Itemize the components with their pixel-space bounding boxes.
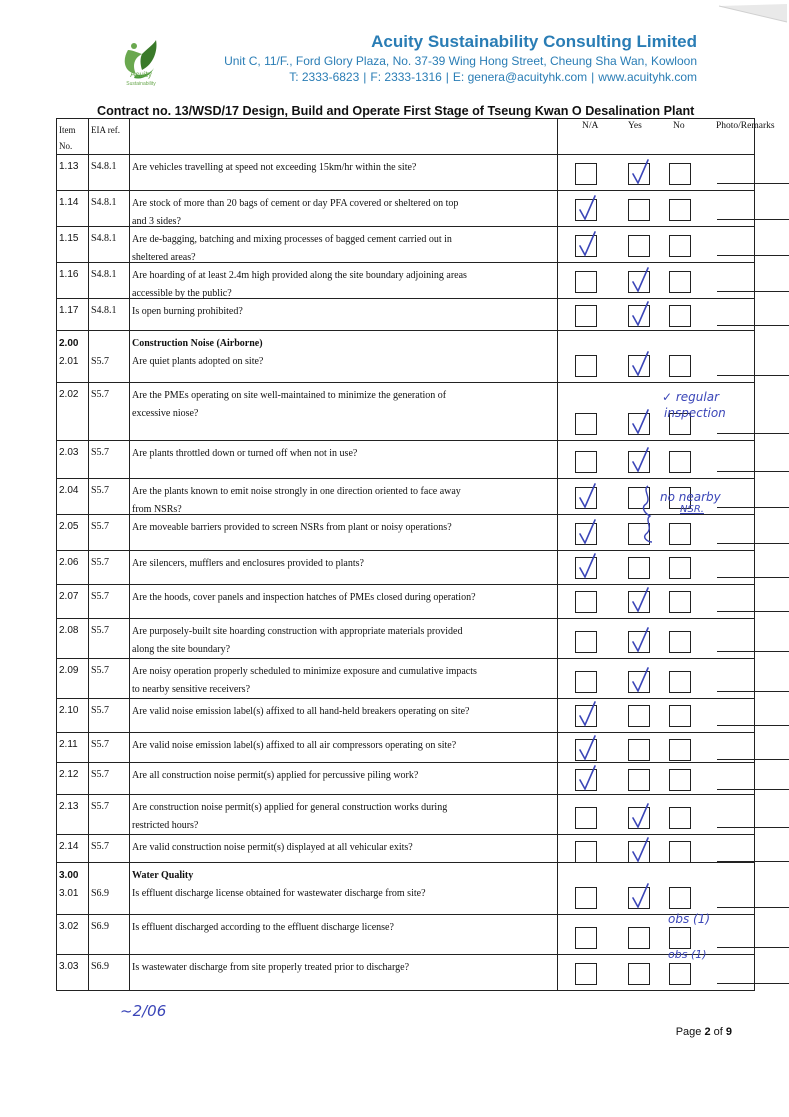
answer-marks xyxy=(558,585,754,618)
table-row xyxy=(57,585,755,619)
checklist-question: Are the plants known to emit noise strongly in one direction oriented to face away from NSRs? xyxy=(130,479,558,514)
eia-reference: S5.7 xyxy=(89,835,130,862)
header-marks xyxy=(558,119,775,154)
eia-reference: S5.7 xyxy=(89,619,130,658)
remarks-line[interactable] xyxy=(717,325,789,326)
answer-marks xyxy=(558,619,754,658)
remarks-line[interactable] xyxy=(717,907,789,908)
checkbox-no[interactable] xyxy=(669,631,691,653)
item-number: 2.10 xyxy=(57,699,89,732)
checkbox-na[interactable] xyxy=(575,487,597,509)
item-number: 1.14 xyxy=(57,191,89,226)
checkbox-na[interactable] xyxy=(575,523,597,545)
header-item-no: Item No. xyxy=(57,119,89,154)
checklist-question: Are stock of more than 20 bags of cement or day PFA covered or sheltered on top and 3 sides? xyxy=(130,191,558,226)
answer-marks xyxy=(558,441,754,478)
check-mark-icon xyxy=(575,518,599,548)
check-mark-icon xyxy=(575,734,599,764)
checklist-question: Are valid noise emission label(s) affixed to all air compressors operating on site? xyxy=(130,733,558,762)
checkbox-na[interactable] xyxy=(575,927,597,949)
item-number: 2.03 xyxy=(57,441,89,478)
item-number: 2.12 xyxy=(57,763,89,794)
checkbox-no[interactable] xyxy=(669,305,691,327)
eia-reference: S5.7 xyxy=(89,479,130,514)
checkbox-na[interactable] xyxy=(575,163,597,185)
item-number: 3.00 3.01 xyxy=(57,863,89,914)
checkbox-no[interactable] xyxy=(669,963,691,985)
checkbox-yes[interactable] xyxy=(628,705,650,727)
checkbox-yes[interactable] xyxy=(628,235,650,257)
eia-reference: S5.7 xyxy=(89,795,130,834)
checklist-question: Are valid construction noise permit(s) displayed at all vehicular exits? xyxy=(130,835,558,862)
checkbox-no[interactable] xyxy=(669,739,691,761)
eia-reference: S5.7 xyxy=(89,331,130,382)
website-url: www.acuityhk.com xyxy=(598,70,697,84)
answer-marks xyxy=(558,191,754,226)
table-row xyxy=(57,699,755,733)
checklist-question: Are moveable barriers provided to screen NSRs from plant or noisy operations? xyxy=(130,515,558,550)
handwritten-remark-regular: ✓ regular xyxy=(662,390,720,404)
eia-reference: S5.7 xyxy=(89,733,130,762)
checkbox-na[interactable] xyxy=(575,887,597,909)
eia-reference: S5.7 xyxy=(89,383,130,440)
checklist-question: Are purposely-built site hoarding construction with appropriate materials provided along the site boundary? xyxy=(130,619,558,658)
checklist-question: Are vehicles travelling at speed not exceeding 15km/hr within the site? xyxy=(130,155,558,190)
table-row xyxy=(57,835,755,863)
item-number: 2.11 xyxy=(57,733,89,762)
checklist-question: Are the hoods, cover panels and inspection hatches of PMEs closed during operation? xyxy=(130,585,558,618)
checkbox-na[interactable] xyxy=(575,671,597,693)
checkbox-no[interactable] xyxy=(669,807,691,829)
checkbox-yes[interactable] xyxy=(628,631,650,653)
checkbox-na[interactable] xyxy=(575,355,597,377)
checklist-question: Are silencers, mufflers and enclosures provided to plants? xyxy=(130,551,558,584)
checklist-question: Are construction noise permit(s) applied for general construction works during restricted hours? xyxy=(130,795,558,834)
remarks-line[interactable] xyxy=(717,983,789,984)
check-mark-icon xyxy=(575,700,599,730)
item-number: 1.15 xyxy=(57,227,89,262)
checkbox-na[interactable] xyxy=(575,235,597,257)
checkbox-yes[interactable] xyxy=(628,671,650,693)
remarks-line[interactable] xyxy=(717,789,789,790)
checklist-question: Is wastewater discharge from site properly treated prior to discharge? xyxy=(130,955,558,990)
checkbox-yes[interactable] xyxy=(628,927,650,949)
header-yes: Yes xyxy=(628,121,642,131)
answer-marks xyxy=(558,551,754,584)
company-address: Unit C, 11/F., Ford Glory Plaza, No. 37-39 Wing Hong Street, Cheung Sha Wan, Kowloon xyxy=(224,54,697,68)
checkbox-yes[interactable] xyxy=(628,305,650,327)
remarks-line[interactable] xyxy=(717,611,789,612)
answer-marks xyxy=(558,659,754,698)
phone-number: T: 2333-6823 xyxy=(289,70,360,84)
checkbox-no[interactable] xyxy=(669,705,691,727)
checkbox-no[interactable] xyxy=(669,199,691,221)
check-mark-icon xyxy=(628,666,652,696)
checklist-question: Are de-bagging, batching and mixing processes of bagged cement carried out in sheltered areas? xyxy=(130,227,558,262)
page-fold-mark xyxy=(709,0,789,70)
handwritten-remark-nsr: NSR. xyxy=(680,504,704,515)
check-mark-icon xyxy=(575,482,599,512)
eia-reference: S6.9 xyxy=(89,915,130,954)
checkbox-no[interactable] xyxy=(669,523,691,545)
check-mark-icon xyxy=(575,230,599,260)
checklist-question: Is open burning prohibited? xyxy=(130,299,558,330)
answer-marks xyxy=(558,155,754,190)
checklist-question: Are valid noise emission label(s) affixed to all hand-held breakers operating on site? xyxy=(130,699,558,732)
item-number: 2.13 xyxy=(57,795,89,834)
item-number: 1.16 xyxy=(57,263,89,298)
handwritten-date-note: ~2/06 xyxy=(120,1002,167,1020)
check-mark-icon xyxy=(628,586,652,616)
check-mark-icon xyxy=(628,158,652,188)
checkbox-yes[interactable] xyxy=(628,413,650,435)
email-address: E: genera@acuityhk.com xyxy=(452,70,588,84)
checkbox-no[interactable] xyxy=(669,769,691,791)
checkbox-no[interactable] xyxy=(669,355,691,377)
eia-reference: S5.7 xyxy=(89,699,130,732)
eia-reference: S4.8.1 xyxy=(89,263,130,298)
checklist-question: Water Quality Is effluent discharge license obtained for wastewater discharge from site? xyxy=(130,863,558,914)
header-eia-ref: EIA ref. xyxy=(89,119,130,154)
item-number: 3.03 xyxy=(57,955,89,990)
eia-reference: S6.9 xyxy=(89,955,130,990)
item-number: 2.00 2.01 xyxy=(57,331,89,382)
checkbox-na[interactable] xyxy=(575,413,597,435)
checkbox-no[interactable] xyxy=(669,451,691,473)
logo-wordmark: Acuity xyxy=(130,70,152,79)
remarks-line[interactable] xyxy=(717,291,789,292)
table-row xyxy=(57,863,755,915)
item-number: 2.08 xyxy=(57,619,89,658)
remarks-line[interactable] xyxy=(717,219,789,220)
table-row xyxy=(57,299,755,331)
check-mark-icon xyxy=(628,446,652,476)
checkbox-na[interactable] xyxy=(575,841,597,863)
handwritten-remark-no-nearby: no nearby xyxy=(660,490,721,504)
item-number: 2.04 xyxy=(57,479,89,514)
item-number: 2.02 xyxy=(57,383,89,440)
header-na: N/A xyxy=(582,121,599,131)
answer-marks xyxy=(558,955,754,990)
answer-marks xyxy=(558,699,754,732)
checkbox-yes[interactable] xyxy=(628,591,650,613)
checkbox-yes[interactable] xyxy=(628,271,650,293)
table-row xyxy=(57,795,755,835)
item-number: 3.02 xyxy=(57,915,89,954)
eia-reference: S4.8.1 xyxy=(89,299,130,330)
eia-reference: S5.7 xyxy=(89,659,130,698)
eia-reference: S4.8.1 xyxy=(89,155,130,190)
logo-tagline: Sustainability xyxy=(126,81,156,87)
item-number: 1.17 xyxy=(57,299,89,330)
check-mark-icon xyxy=(628,350,652,380)
remarks-line[interactable] xyxy=(717,827,789,828)
checkbox-no[interactable] xyxy=(669,887,691,909)
table-row xyxy=(57,551,755,585)
checklist-question: Are all construction noise permit(s) applied for percussive piling work? xyxy=(130,763,558,794)
checklist-table xyxy=(56,118,775,991)
checkbox-na[interactable] xyxy=(575,705,597,727)
table-row xyxy=(57,383,755,441)
eia-reference: S4.8.1 xyxy=(89,227,130,262)
table-row xyxy=(57,191,755,227)
acuity-logo-icon xyxy=(96,30,186,98)
check-mark-icon xyxy=(628,626,652,656)
check-mark-icon xyxy=(575,194,599,224)
checkbox-no[interactable] xyxy=(669,163,691,185)
checkbox-no[interactable] xyxy=(669,271,691,293)
checkbox-na[interactable] xyxy=(575,451,597,473)
checkbox-na[interactable] xyxy=(575,557,597,579)
check-mark-icon xyxy=(628,836,652,866)
checkbox-na[interactable] xyxy=(575,591,597,613)
table-row xyxy=(57,619,755,659)
contract-title: Contract no. 13/WSD/17 Design, Build and Operate First Stage of Tseung Kwan O Desalination Plant xyxy=(97,104,695,118)
remarks-line[interactable] xyxy=(717,947,789,948)
answer-marks xyxy=(558,227,754,262)
item-number: 2.14 xyxy=(57,835,89,862)
table-row xyxy=(57,331,755,383)
table-row xyxy=(57,227,755,263)
checkbox-no[interactable] xyxy=(669,841,691,863)
remarks-line[interactable] xyxy=(717,507,789,508)
eia-reference: S5.7 xyxy=(89,551,130,584)
eia-reference: S5.7 xyxy=(89,441,130,478)
remarks-line[interactable] xyxy=(717,183,789,184)
header-remarks: Photo/Remarks xyxy=(716,121,775,131)
check-mark-icon xyxy=(628,300,652,330)
checkbox-yes[interactable] xyxy=(628,887,650,909)
remarks-line[interactable] xyxy=(717,725,789,726)
checklist-question: Are the PMEs operating on site well-maintained to minimize the generation of excessive niose? xyxy=(130,383,558,440)
checklist-question: Are hoarding of at least 2.4m high provided along the site boundary adjoining areas accessible by the public? xyxy=(130,263,558,298)
eia-reference: S5.7 xyxy=(89,763,130,794)
table-row xyxy=(57,763,755,795)
check-mark-icon xyxy=(628,882,652,912)
checkbox-yes[interactable] xyxy=(628,557,650,579)
company-contacts: T: 2333-6823 | F: 2333-1316 | E: genera@acuityhk.com | www.acuityhk.com xyxy=(289,70,697,84)
checkbox-yes[interactable] xyxy=(628,163,650,185)
fax-number: F: 2333-1316 xyxy=(370,70,442,84)
checkbox-no[interactable] xyxy=(669,557,691,579)
check-mark-icon xyxy=(628,408,652,438)
checkbox-na[interactable] xyxy=(575,769,597,791)
table-row xyxy=(57,915,755,955)
checkbox-yes[interactable] xyxy=(628,841,650,863)
remarks-line[interactable] xyxy=(717,577,789,578)
check-mark-icon xyxy=(628,266,652,296)
check-mark-icon xyxy=(628,802,652,832)
answer-marks xyxy=(558,763,754,794)
checkbox-na[interactable] xyxy=(575,963,597,985)
table-row xyxy=(57,155,755,191)
check-mark-icon xyxy=(575,552,599,582)
handwritten-remark-obs-1b: obs (1) xyxy=(668,948,707,961)
table-row xyxy=(57,263,755,299)
eia-reference: S4.8.1 xyxy=(89,191,130,226)
header-no: No xyxy=(673,121,685,131)
remarks-line[interactable] xyxy=(717,471,789,472)
checklist-question: Construction Noise (Airborne) Are quiet plants adopted on site? xyxy=(130,331,558,382)
handwritten-remark-inspection: inspection xyxy=(664,406,726,420)
checkbox-yes[interactable] xyxy=(628,355,650,377)
remarks-line[interactable] xyxy=(717,759,789,760)
checkbox-yes[interactable] xyxy=(628,739,650,761)
answer-marks xyxy=(558,863,754,914)
company-name: Acuity Sustainability Consulting Limited xyxy=(371,32,697,51)
checkbox-yes[interactable] xyxy=(628,451,650,473)
checkbox-na[interactable] xyxy=(575,807,597,829)
handwritten-brace-icon xyxy=(640,484,660,544)
checkbox-na[interactable] xyxy=(575,271,597,293)
remarks-line[interactable] xyxy=(717,861,789,862)
checkbox-no[interactable] xyxy=(669,591,691,613)
checklist-question: Are plants throttled down or turned off when not in use? xyxy=(130,441,558,478)
checkbox-yes[interactable] xyxy=(628,963,650,985)
checkbox-yes[interactable] xyxy=(628,199,650,221)
answer-marks xyxy=(558,915,754,954)
check-mark-icon xyxy=(575,764,599,794)
answer-marks xyxy=(558,263,754,298)
remarks-line[interactable] xyxy=(717,255,789,256)
checkbox-no[interactable] xyxy=(669,235,691,257)
remarks-line[interactable] xyxy=(717,651,789,652)
item-number: 2.05 xyxy=(57,515,89,550)
item-number: 2.07 xyxy=(57,585,89,618)
answer-marks xyxy=(558,835,754,862)
handwritten-remark-obs-1a: obs (1) xyxy=(668,912,711,926)
checkbox-yes[interactable] xyxy=(628,769,650,791)
item-number: 2.09 xyxy=(57,659,89,698)
checkbox-na[interactable] xyxy=(575,739,597,761)
eia-reference: S6.9 xyxy=(89,863,130,914)
remarks-line[interactable] xyxy=(717,543,789,544)
header-question xyxy=(130,119,558,154)
checkbox-na[interactable] xyxy=(575,631,597,653)
checkbox-no[interactable] xyxy=(669,927,691,949)
answer-marks xyxy=(558,733,754,762)
table-header-row xyxy=(57,119,775,155)
answer-marks xyxy=(558,795,754,834)
answer-marks xyxy=(558,331,754,382)
table-row xyxy=(57,955,755,991)
checklist-question: Are noisy operation properly scheduled to minimize exposure and cumulative impacts to nearby sensitive receivers? xyxy=(130,659,558,698)
checkbox-yes[interactable] xyxy=(628,807,650,829)
remarks-line[interactable] xyxy=(717,375,789,376)
page-number: Page 2 of 9 xyxy=(675,1026,732,1038)
item-number: 2.06 xyxy=(57,551,89,584)
remarks-line[interactable] xyxy=(717,433,789,434)
checkbox-no[interactable] xyxy=(669,671,691,693)
checkbox-na[interactable] xyxy=(575,199,597,221)
item-number: 1.13 xyxy=(57,155,89,190)
checklist-question: Is effluent discharged according to the effluent discharge license? xyxy=(130,915,558,954)
table-row xyxy=(57,441,755,479)
eia-reference: S5.7 xyxy=(89,585,130,618)
checkbox-na[interactable] xyxy=(575,305,597,327)
answer-marks xyxy=(558,299,754,330)
eia-reference: S5.7 xyxy=(89,515,130,550)
table-row xyxy=(57,659,755,699)
table-row xyxy=(57,733,755,763)
remarks-line[interactable] xyxy=(717,691,789,692)
